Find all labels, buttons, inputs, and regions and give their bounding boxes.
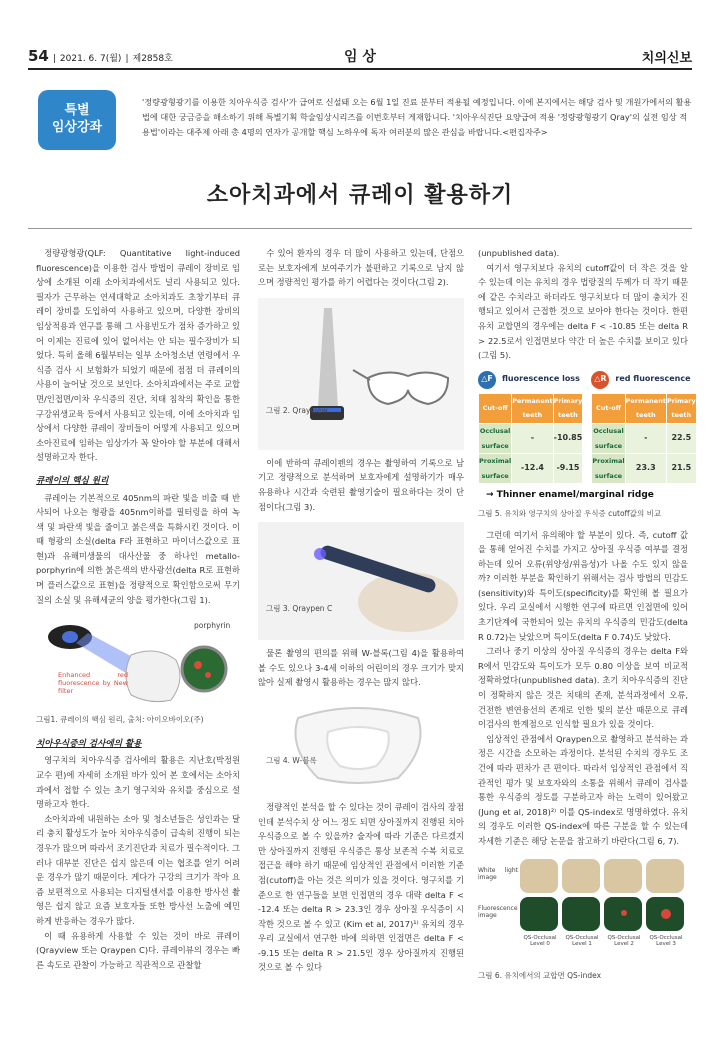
table-header: Primary teeth (553, 393, 583, 423)
enamel-note: → Thinner enamel/marginal ridge (486, 490, 654, 501)
paragraph: (unpublished data). (478, 248, 560, 258)
special-lecture-badge (38, 90, 116, 150)
badge-line2: 임상강좌 (51, 120, 103, 135)
figure-6-caption: 그림 6. 유치에서의 교합면 QS-index (478, 970, 602, 980)
table-cell: 21.5 (666, 454, 696, 484)
figure-4-caption: 그림 4. W-블록 (266, 755, 317, 765)
page-header (28, 44, 692, 70)
paragraph: 정량적인 분석을 할 수 있다는 것이 큐레이 검사의 장점인데 분석수치 상 어느 정도 되면 상아질까지 진행된 치아우식증으로 볼 수 있을까? 술자에 따라 기준은 다르겠지만 상아질까지 진행된 우식증은 통상 보존적 수복 치료로 접근을 해야 하기 때문에 임상적인 관점에서 이러한 기준점(cutoff)을 아는 것은 의미가 있을 것이다. 영구치를 기준으로 한 연구들을 보면 인접면의 경우 대략 delta F < -12.4 또는 delta R > 23.3인 경우 상아질 우식증이 시작한 것으로 볼 수 있고 (Kim et al, 2017)¹⁾ 유치의 경우 우리 교실에서 연구한 바에 의하면 인접면은 delta F < -9.15 또는 delta R > 21.5인 경우 상아질까지 진행된 것으로 볼 수 있다 (258, 801, 464, 973)
paragraph: 정량광형광(QLF: Quantitative light-induced fluorescence)을 이용한 검사 방법이 큐레이 장비로 임상에 소개된 이래 소아치과에서도 널리 사용되고 있다. 필자가 근무하는 연세대학교 소아치과도 초창기부터 큐레이 장비를 도입하여 사용하고 있으며, 다양한 장비의 임상적용과 연구를 통해 그 사용빈도가 점차 증가하고 있어 이제는 진료에 있어 없어서는 안 되는 필수장비가 되었다. 특히 올해 6월부터는 일부 소아청소년 연령에서 우식증 검사 시 보험화가 되었기 때문에 점점 더 큐레이의 사용이 늘어날 것으로 보인다. 소아치과에서는 주로 교합면/인접면/이차 우식증의 진단, 치태 침착의 확인을 통한 구강위생교육 등에서 사용되고 있는데, 이에 소아치과 임상에서 다양한 큐레이 장비들이 어떻게 사용되고 있으며 소아진료에 임하는 임상가가 꼭 알아야 할 부분에 대해서 설명하고자 한다. (36, 248, 240, 463)
fig1-label-filter: Enhanced red fluorescence by New filter (58, 671, 128, 696)
row-header: Occlusal surface (479, 423, 512, 453)
figure-2 (258, 298, 464, 450)
paragraph: 수 있어 환자의 경우 더 많이 사용하고 있는데, 단점으로는 보호자에게 보여주기가 불편하고 기록으로 남지 않으며 정량적인 평가를 하기 어렵다는 것이다(그림 2). (258, 248, 464, 288)
qrayview-photo (258, 298, 464, 450)
figure-6 (478, 857, 688, 963)
table-header: Primary teeth (666, 393, 696, 423)
table-cell: - (512, 423, 553, 453)
column-3 (478, 246, 696, 983)
fig6-white-label: White light image (478, 866, 518, 881)
table-fluorescence-loss (478, 371, 583, 485)
table-cell: 22.5 (666, 423, 696, 453)
paragraph: 이에 반하여 큐레이펜의 경우는 촬영하여 기록으로 남기고 정량적으로 분석하며 보호자에게 설명하기가 매우 유용하나 시간과 숙련된 촬영기술이 필요하다는 것이 단점이다(그림 3). (258, 457, 464, 512)
table-header: Permanent teeth (625, 393, 666, 423)
table-cell: - (625, 423, 666, 453)
table-header: Cut-off (592, 393, 625, 423)
w-block-photo (258, 698, 464, 794)
paragraph: 소아치과에 내원하는 소아 및 청소년들은 성인과는 달리 충치 활성도가 높아 치아우식증이 급속히 진행이 되는 경우가 많으며 따라서 조기진단과 치료가 필수적이다. 그러나 대부분 진단은 쉽지 않은데 이는 협조를 얻기 어려운 경우가 많기 때문이다. 게다가 구강의 크기가 작아 요즘 보편적으로 사용되는 디지털센서를 이용한 방사선 촬영은 쉽지 않고 요즘 보호자들 또한 방사선 노출에 예민하게 반응하는 경우가 많다. (36, 813, 240, 926)
paragraph: 물론 촬영의 편의를 위해 W-블록(그림 4)을 활용하여 볼 수도 있으나 3-4세 이하의 어린이의 경우 크기가 맞지 않아 실제 촬영시 활용하는 경우는 많지 않다. (258, 648, 464, 688)
figure-5-caption: 그림 5. 유치와 영구치의 상아질 우식증 cutoff값의 비교 (478, 508, 662, 518)
table-cell: 23.3 (625, 454, 666, 484)
paragraph: 여기서 영구치보다 유치의 cutoff값이 더 작은 것을 알 수 있는데 이는 유치의 경우 법랑질의 두께가 더 작기 때문에 같은 수치라고 하더라도 영구치보다 더 많이 충치가 진행되고 있어서 근접한 것으로 보아야 한다는 것이다. 한편 유치 교합면의 경우에는 delta F < -10.85 또는 delta R > 22.5로서 인접면보다 약간 더 높은 수치를 보이고 있다(그림 5). (478, 262, 688, 361)
row-header: Proximal surface (592, 454, 625, 484)
figure-4 (258, 698, 464, 794)
fig1-label-porphyrin: porphyrin (194, 621, 231, 631)
paragraph: 그러나 중기 이상의 상아질 우식증의 경우는 delta F와 R에서 민감도와 특이도가 모두 0.80 이상을 보여 비교적 정확하였다(unpublished data). 초기 치아우식증의 진단이 정확하지 않은 것은 치태의 존재, 분석과정에서 오류, 건전한 변연융선의 존재로 인한 빛의 분산 때문으로 큐레이검사의 한계점으로 인식할 필요가 있을 것이다. (478, 646, 688, 730)
data-table (478, 393, 583, 485)
paragraph: 그런데 여기서 유의해야 할 부분이 있다. 즉, cutoff 값을 통해 얻어진 수치를 가지고 상아질 우식증 여부를 결정하는데 있어 오류(위양성/위음성)가 나올 수도 있지 않을까? 이러한 부분을 확인하기 위해서는 검사 방법의 민감도(sensitivity)와 특이도(specificity)를 확인해 볼 필요가 있다. 우리 교실에서 시행한 연구에 따르면 인접면에 있어 초기단계에 국한되어 있는 유치의 우식증의 민감도(delta R 0.72)는 낮았으며 특이도(delta F 0.74)도 낮았다. (478, 529, 688, 642)
table-cell: -10.85 (553, 423, 583, 453)
paragraph: 영구치의 치아우식증 검사에의 활용은 지난호(박정원 교수 편)에 자세히 소개된 바가 있어 본 호에서는 소아치과에서 접할 수 있는 초기 영구치와 유치를 중심으로 설명하고자 한다. (36, 755, 240, 810)
figure-3 (258, 522, 464, 640)
column-2 (258, 246, 464, 975)
table-title: red fluorescence (615, 374, 691, 384)
paragraph: 이 때 유용하게 사용할 수 있는 것이 바로 큐레이(Qrayview 또는 Qraypen C)다. 큐레이뷰의 경우는 빠른 속도로 관찰이 가능하고 직관적으로 관찰할 (36, 930, 240, 970)
fig6-level-label: QS-Occlusal Level 1 (565, 934, 599, 948)
table-header: Permanent teeth (512, 393, 553, 423)
figure-1 (36, 615, 240, 707)
figure-5-tables (478, 371, 696, 485)
delta-r-icon: △R (591, 371, 609, 389)
row-header: Proximal surface (479, 454, 512, 484)
section-heading: 큐레이의 핵심 원리 (36, 475, 109, 486)
figure-3-caption: 그림 3. Qraypen C (266, 604, 333, 614)
row-header: Occlusal surface (592, 423, 625, 453)
figure-1-caption: 그림1. 큐레이의 핵심 원리, 출처: 아이오바이오(주) (36, 715, 204, 725)
column-1 (36, 246, 240, 972)
fig6-fluor-label: Fluorescence image (478, 904, 518, 919)
paragraph: 임상적인 관점에서 Qraypen으로 촬영하고 분석하는 과정은 시간을 소모하는 과정이다. 분석된 수치의 경우도 조건에 따라 편차가 큰 편이다. 따라서 임상적인 관점에서 직관적인 평가 및 보호자와의 소통을 위해서 큐레이 검사를 통한 우식증의 정도를 구분하고자 하는 노력이 있어왔고 (Jung et al, 2018)²⁾ 이를 QS-index로 명명하였다. 유치의 경우도 이러한 QS-index에 따른 구분을 할 수 있는데 자세한 기준은 해당 논문을 참고하기 바란다(그림 6, 7). (478, 733, 688, 846)
table-cell: -12.4 (512, 454, 553, 484)
qraypen-photo (258, 522, 464, 640)
paragraph: 큐레이는 기본적으로 405nm의 파란 빛을 비출 때 반사되어 나오는 형광을 405nm이하를 필터링을 하여 녹색 및 파란색 빛을 줄이고 붉은색을 특화시킨 것이다. 이 때 형광의 소실(delta F라 표현하고 마이너스값으로 표현)과 유해미생물의 대사산물 중 하나인 metallo-porphyrin에 의한 붉은색의 반사광선(delta R로 표현하며 플러스값으로 표현)을 정량적으로 확인함으로써 무기질의 소실 및 유해세균의 양을 평가한다(그림 1). (36, 492, 240, 605)
section-heading: 치아우식증의 검사에의 활용 (36, 738, 142, 749)
article-title: 소아치과에서 큐레이 활용하기 (206, 183, 514, 208)
title-divider (28, 228, 692, 229)
table-title: fluorescence loss (502, 374, 580, 384)
fig6-level-label: QS-Occlusal Level 3 (649, 934, 683, 948)
table-header: Cut-off (479, 393, 512, 423)
table-cell: -9.15 (553, 454, 583, 484)
section-title: 임 상 (344, 49, 376, 65)
page-number: 54 (28, 47, 49, 65)
fig6-level-label: QS-Occlusal Level 2 (607, 934, 641, 948)
header-meta: 54 | 2021. 6. 7(월) | 제2858호 (28, 47, 173, 65)
delta-f-icon: △F (478, 371, 496, 389)
brand-logo: 치의신보 (641, 50, 692, 66)
data-table (591, 393, 696, 485)
issue-date: 2021. 6. 7(월) (59, 54, 122, 64)
editor-intro: '정량광형광기를 이용한 치아우식증 검사'가 급여로 신설돼 오는 6월 1일 진료 분부터 적용될 예정입니다. 이에 본지에서는 해당 검사 및 개원가에서의 활용법에 대한 궁금증을 해소하기 위해 특별기획 학술임상시리즈를 이번호부터 게재합니다. '치아우식진단 요양급여 적용 '정량광형광기 Qray'의 실전 임상 적용법'이라는 대주제 아래 총 4명의 연자가 공개할 핵심 노하우에 독자 여러분의 많은 관심을 바랍니다.<편집자주> (142, 97, 692, 137)
fig6-level-label: QS-Occlusal Level 0 (523, 934, 557, 948)
table-red-fluorescence (591, 371, 696, 485)
figure-2-caption: 그림 2. Qrayview (266, 405, 328, 415)
badge-line1: 특별 (64, 103, 90, 119)
issue-number: 제2858호 (132, 54, 173, 64)
